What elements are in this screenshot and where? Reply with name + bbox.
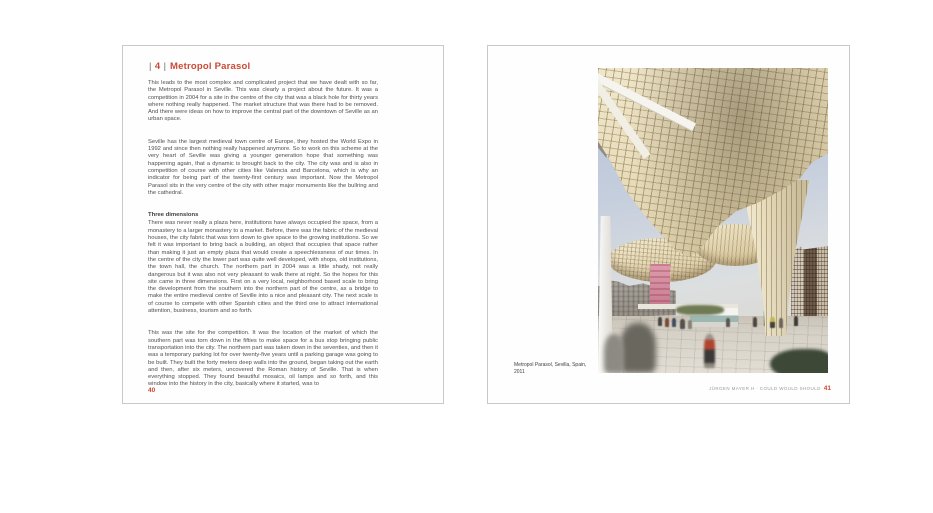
chapter-title-text: Metropol Parasol <box>170 61 251 72</box>
page-number-left: 40 <box>148 387 156 394</box>
photo-pedestrian <box>794 316 798 326</box>
photo-caption-line2: 2011 <box>514 369 525 375</box>
book-page-left <box>122 45 444 404</box>
book-page-right <box>487 45 850 404</box>
photo-pedestrian <box>658 317 662 326</box>
paragraph-competition-site: This was the site for the competition. It was the location of the market of which the southern part was torn down in the fifties to make space for a bus stop bringing public transportation into the city. The northern part was taken down in the seventies, and then it was a temporary parking lot for over twenty-five years until a parking garage was going to be built. They built the forty meters deep walls into the ground, began taking out the earth and then, after six meters, uncovered the Roman history of Seville. That is when everything stopped. They found beautiful mosaics, oil lamps and so forth, and this window into the history in the city, basically where it started, was to <box>148 330 378 388</box>
photo-pedestrian <box>672 318 676 327</box>
photo-pedestrian <box>726 318 730 327</box>
page-number-right: 41 <box>823 385 831 392</box>
photo-pedestrian <box>688 320 692 329</box>
photo-pedestrian <box>665 318 669 327</box>
photo-pedestrian <box>680 319 685 329</box>
photo-pedestrian <box>770 317 775 328</box>
photo-walking-figure-red-shirt <box>704 334 715 368</box>
running-footer-book-title: JÜRGEN MAYER H · COULD WOULD SHOULD <box>709 386 821 391</box>
chapter-heading-bar-close: | <box>163 61 167 72</box>
paragraph-intro: This leads to the most complex and complicated project that we have dealt with so far, the Metropol Parasol in Seville. This was clearly a project about the future. It was a competition in 2004 for a site in the centre of the city that was a black hole for thirty years where nothing really happened. The market structure that was there had to be removed. And there were ideas on how to improve the central part of the downtown of Seville as an urban space. <box>148 80 378 123</box>
body-text-column <box>148 80 378 389</box>
running-footer <box>709 385 831 392</box>
metropol-parasol-photo <box>598 68 828 373</box>
photo-caption-line1: Metropol Parasol, Sevilla, Spain, <box>514 362 587 368</box>
paragraph-seville-context: Seville has the largest medieval town centre of Europe, they hosted the World Expo in 1992 and since then nothing really happened anymore. So to work on this scheme at the very heart of Seville was giving a younger generation hope that something was happening again, that a dynamic is brought back to the city. The city was and is also in competition of course with other cities like Valencia and Barcelona, which is why an indicator for being part of the twenty-first century was important. Now the Metropol Parasol sits in the very centre of the city with other major monuments like the bullring and the cathedral. <box>148 138 378 196</box>
photo-pedestrian <box>779 318 783 328</box>
photo-blurred-foreground-figure-2 <box>604 334 624 373</box>
photo-blurred-foreground-figure <box>620 323 656 373</box>
photo-hedge <box>676 305 724 315</box>
paragraph-three-dimensions: There was never really a plaza here, institutions have always occupied the space, from a monastery to a larger monastery to a market. Before, there was the fabric of the medieval houses, the city fabric that was torn down to give space to the growing institutions. So we felt it was important to bring back a building, an object that occupies that space rather than making it just an empty plaza that would create a speechlessness of our times. In the centre of the city the lower part was quite well developed, with shops, old institutions, the town hall, the church. The northern part in 2004 was a little shady, not really dangerous but it was also not very pleasant to walk there at night. So the hopes for this site came in three dimensions. First on a very local, neighborhood based scale to bring the development from the southern into the northern part of the centre, as a bridge to make the entire medieval centre of Seville into a nice and pleasant city. The next scale is of course to compete with other Spanish cities and the third one to attract international attention, business, tourism and so forth. <box>148 220 378 315</box>
chapter-heading-bar-open: | <box>149 61 152 72</box>
photo-pink-banner <box>650 264 671 304</box>
chapter-number: 4 <box>154 61 161 72</box>
photo-pedestrian <box>753 317 757 327</box>
photo-dark-bush <box>770 349 828 373</box>
chapter-heading <box>148 61 428 72</box>
photo-caption <box>514 362 594 376</box>
subheading-three-dimensions: Three dimensions <box>148 212 199 219</box>
